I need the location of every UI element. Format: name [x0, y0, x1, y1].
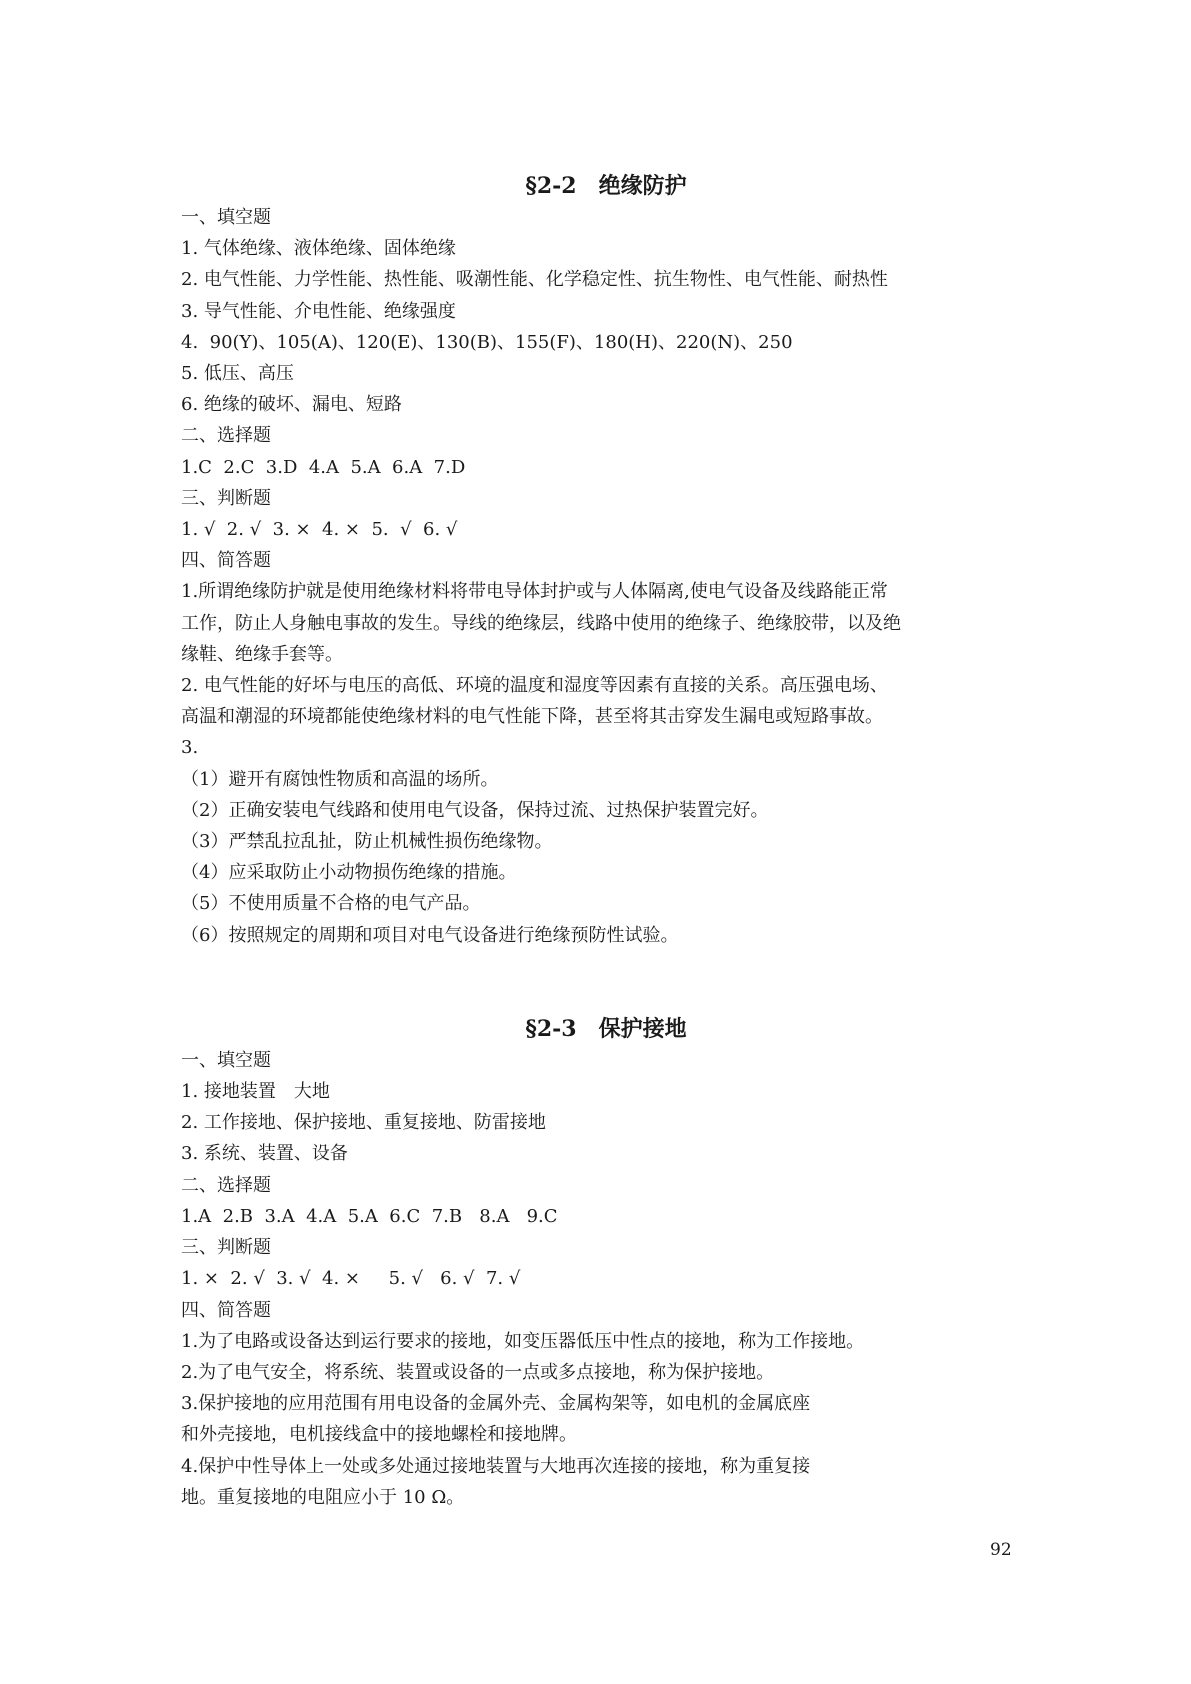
- section-title: §2-2 绝缘防护: [525, 173, 687, 199]
- answer-line: 5. 低压、高压: [181, 363, 294, 385]
- heading-short-answer: 四、简答题: [181, 1299, 271, 1321]
- answer-line: （2）正确安装电气线路和使用电气设备，保持过流、过热保护装置完好。: [181, 799, 769, 821]
- answer-line: 2. 电气性能的好坏与电压的高低、环境的温度和湿度等因素有直接的关系。高压强电场、: [181, 675, 888, 697]
- answer-line: （1）避开有腐蚀性物质和高温的场所。: [181, 768, 499, 790]
- section-2-2: [181, 170, 1011, 951]
- section-lines: [181, 1045, 1011, 1513]
- answer-line: 1. √ 2. √ 3. × 4. × 5. √ 6. √: [181, 519, 458, 541]
- heading-short-answer: 四、简答题: [181, 550, 271, 572]
- answer-line: 1. 接地装置 大地: [181, 1081, 330, 1103]
- answer-line: 1.A 2.B 3.A 4.A 5.A 6.C 7.B 8.A 9.C: [181, 1205, 558, 1227]
- document-body: [181, 170, 1011, 1513]
- section-title: §2-3 保护接地: [525, 1015, 687, 1042]
- heading-choice: 二、选择题: [181, 1174, 271, 1196]
- answer-line: 4. 90(Y)、105(A)、120(E)、130(B)、155(F)、180(H)、220(N)、250: [181, 331, 793, 353]
- answer-line: 和外壳接地，电机接线盒中的接地螺栓和接地牌。: [181, 1424, 577, 1446]
- answer-line: 2.为了电气安全，将系统、装置或设备的一点或多点接地，称为保护接地。: [181, 1361, 775, 1383]
- heading-judgement: 三、判断题: [181, 1237, 271, 1259]
- heading-fill-in: 一、填空题: [181, 1049, 271, 1071]
- answer-line: 工作，防止人身触电事故的发生。导线的绝缘层，线路中使用的绝缘子、绝缘胶带，以及绝: [181, 612, 901, 634]
- answer-line: 1.C 2.C 3.D 4.A 5.A 6.A 7.D: [181, 456, 466, 478]
- answer-line: 1.所谓绝缘防护就是使用绝缘材料将带电导体封护或与人体隔离,使电气设备及线路能正常: [181, 581, 888, 603]
- section-lines: [181, 202, 1011, 951]
- answer-line: 4.保护中性导体上一处或多处通过接地装置与大地再次连接的接地，称为重复接: [181, 1455, 811, 1477]
- answer-line: 高温和潮湿的环境都能使绝缘材料的电气性能下降，甚至将其击穿发生漏电或短路事故。: [181, 706, 883, 728]
- answer-line: 1.为了电路或设备达到运行要求的接地，如变压器低压中性点的接地，称为工作接地。: [181, 1330, 865, 1352]
- answer-line: 2. 工作接地、保护接地、重复接地、防雷接地: [181, 1112, 546, 1134]
- answer-line: 缘鞋、绝缘手套等。: [181, 643, 343, 665]
- section-spacer: [181, 951, 1011, 1013]
- answer-line: 2. 电气性能、力学性能、热性能、吸潮性能、化学稳定性、抗生物性、电气性能、耐热性: [181, 269, 888, 291]
- answer-line: （4）应采取防止小动物损伤绝缘的措施。: [181, 862, 517, 884]
- answer-line: （6）按照规定的周期和项目对电气设备进行绝缘预防性试验。: [181, 924, 679, 946]
- heading-fill-in: 一、填空题: [181, 207, 271, 228]
- heading-choice: 二、选择题: [181, 425, 271, 447]
- section-2-3: [181, 1013, 1011, 1513]
- answer-line: （5）不使用质量不合格的电气产品。: [181, 893, 481, 915]
- page-number: 92: [990, 1540, 1012, 1560]
- answer-line: 地。重复接地的电阻应小于 10 Ω。: [181, 1486, 465, 1508]
- heading-judgement: 三、判断题: [181, 487, 271, 509]
- answer-line: 6. 绝缘的破坏、漏电、短路: [181, 394, 402, 416]
- answer-line: （3）严禁乱拉乱扯，防止机械性损伤绝缘物。: [181, 831, 553, 853]
- answer-line: 3. 系统、装置、设备: [181, 1143, 348, 1165]
- answer-line: 1. 气体绝缘、液体绝缘、固体绝缘: [181, 238, 456, 260]
- answer-line: 1. × 2. √ 3. √ 4. × 5. √ 6. √ 7. √: [181, 1268, 521, 1290]
- answer-line: 3.保护接地的应用范围有用电设备的金属外壳、金属构架等，如电机的金属底座: [181, 1393, 811, 1415]
- answer-line: 3.: [181, 737, 199, 759]
- answer-line: 3. 导气性能、介电性能、绝缘强度: [181, 300, 456, 322]
